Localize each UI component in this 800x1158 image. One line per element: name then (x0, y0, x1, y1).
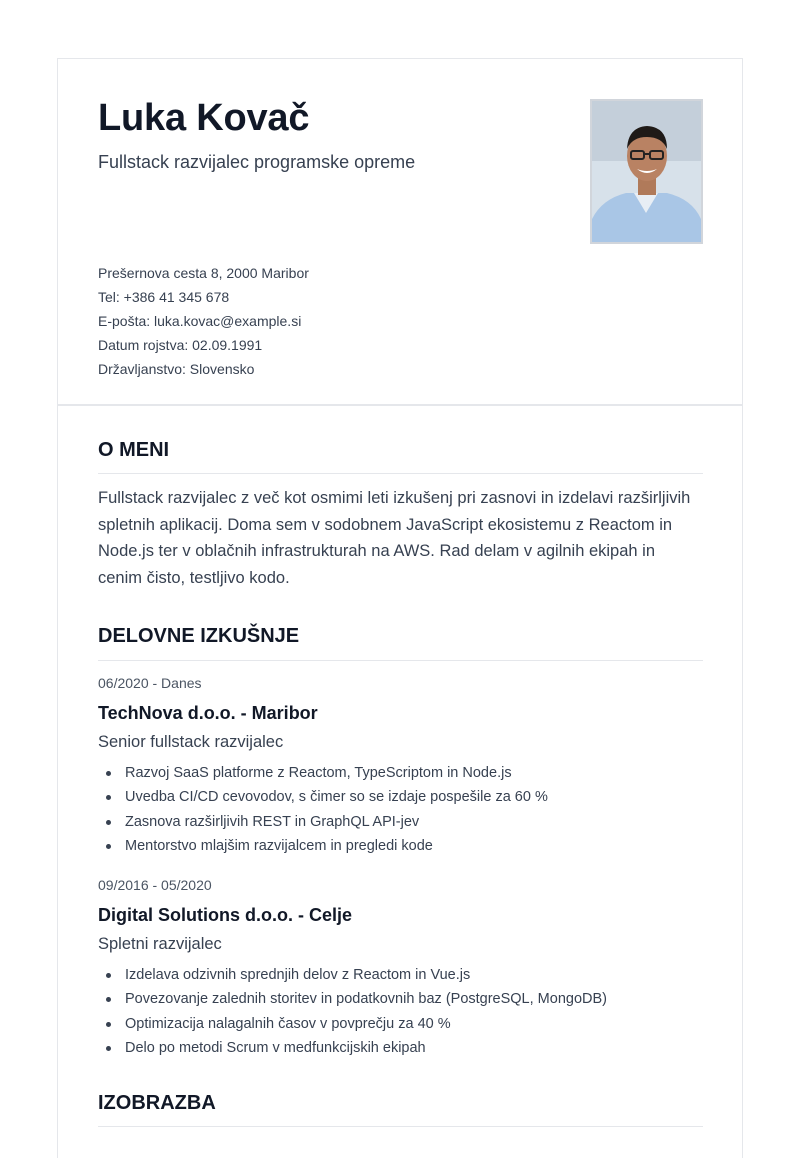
person-name: Luka Kovač (98, 97, 310, 139)
section-title-about: O MENI (98, 439, 170, 461)
job-bullet: Mentorstvo mlajšim razvijalcem in pregledi kode (98, 834, 703, 858)
job-period: 09/2016 - 05/2020 (98, 877, 212, 893)
contact-list (98, 261, 309, 381)
job-bullet: Razvoj SaaS platforme z Reactom, TypeScriptom in Node.js (98, 761, 703, 785)
job-company: Digital Solutions d.o.o. - Celje (98, 905, 353, 925)
profile-photo (590, 99, 703, 244)
job-company: TechNova d.o.o. - Maribor (98, 703, 318, 723)
job-title: Fullstack razvijalec programske opreme (98, 152, 416, 172)
contact-email: E-pošta: luka.kovac@example.si (98, 313, 302, 329)
section-title-experience: DELOVNE IZKUŠNJE (98, 625, 300, 647)
job-period: 06/2020 - Danes (98, 675, 202, 691)
job-bullet: Povezovanje zalednih storitev in podatkovnih baz (PostgreSQL, MongoDB) (98, 987, 703, 1011)
job-entry (98, 875, 703, 1060)
contact-phone: Tel: +386 41 345 678 (98, 289, 230, 305)
job-bullet: Izdelava odzivnih sprednjih delov z Reactom in Vue.js (98, 963, 703, 987)
portrait-image (592, 101, 701, 242)
resume-header (58, 59, 742, 406)
contact-citizenship: Državljanstvo: Slovensko (98, 361, 255, 377)
section-divider (98, 660, 703, 661)
job-bullet: Zasnova razširljivih REST in GraphQL API-jev (98, 810, 703, 834)
contact-birthdate: Datum rojstva: 02.09.1991 (98, 337, 263, 353)
job-bullets (98, 761, 703, 858)
section-divider (98, 1126, 703, 1127)
job-bullets (98, 963, 703, 1060)
about-text: Fullstack razvijalec z več kot osmimi leti izkušenj pri zasnovi in izdelavi razširljivih spletnih aplikacij. Doma sem v sodobnem JavaScript ekosistemu z Reactom in Node.js ter v oblačnih infrastrukturah na AWS. Rad delam v agilnih ekipah in cenim čisto, testljivo kodo. (98, 489, 691, 587)
job-entry (98, 673, 703, 858)
job-bullet: Optimizacija nalagalnih časov v povprečju za 40 % (98, 1012, 703, 1036)
section-title-education: IZOBRAZBA (98, 1092, 216, 1114)
contact-address: Prešernova cesta 8, 2000 Maribor (98, 265, 309, 281)
resume-page (57, 58, 743, 1158)
job-role: Spletni razvijalec (98, 935, 222, 953)
job-bullet: Uvedba CI/CD cevovodov, s čimer so se izdaje pospešile za 60 % (98, 785, 703, 809)
section-divider (98, 473, 703, 474)
job-role: Senior fullstack razvijalec (98, 733, 284, 751)
job-bullet: Delo po metodi Scrum v medfunkcijskih ekipah (98, 1036, 703, 1060)
